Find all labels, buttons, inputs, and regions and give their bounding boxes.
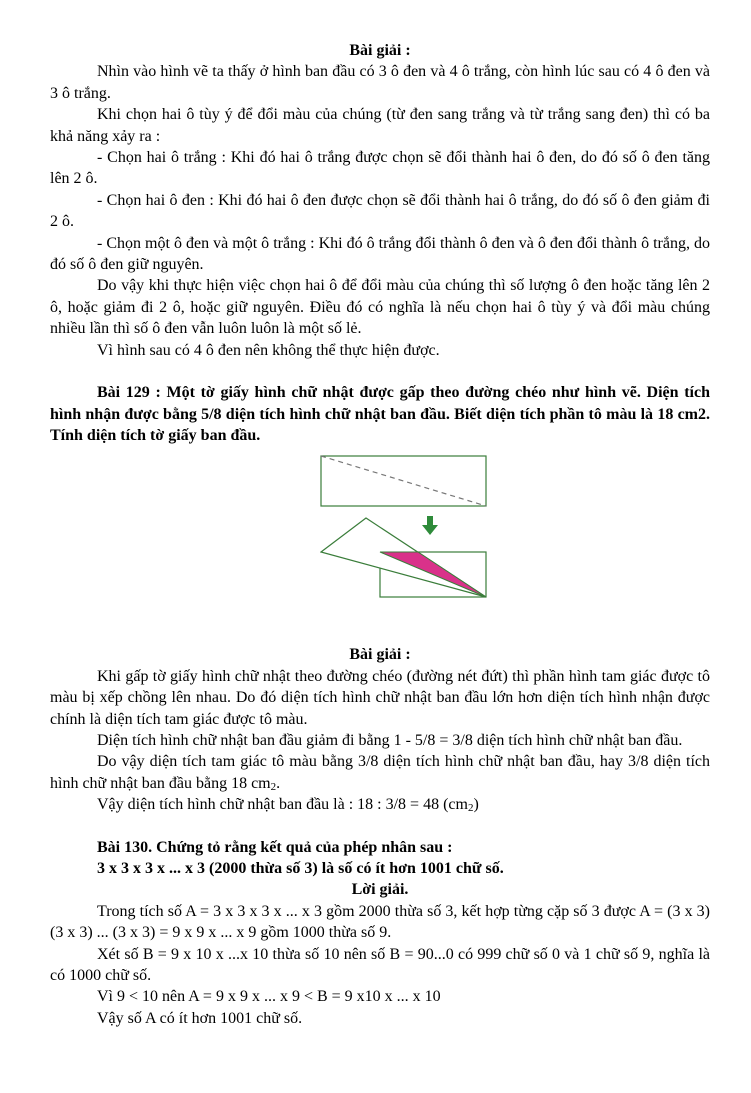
folding-diagram (320, 454, 500, 640)
paragraph: Vậy số A có ít hơn 1001 chữ số. (97, 1009, 303, 1027)
paragraph: - Chọn hai ô trắng : Khi đó hai ô trắng được chọn sẽ đổi thành hai ô đen, do đó số ô đen tăng lên 2 ô. (50, 149, 710, 188)
paragraph: Trong tích số A = 3 x 3 x 3 x ... x 3 gồm 2000 thừa số 3, kết hợp từng cặp số 3 được A = (3 x 3) (3 x 3) ... (3 x 3) = 9 x 9 x ... x 9 gồm 1000 thừa số 9. (50, 902, 710, 942)
paragraph: Khi chọn hai ô tùy ý để đổi màu của chúng (từ đen sang trắng và từ trắng sang đen) thì có ba khả năng xảy ra : (50, 106, 710, 145)
paragraph: Diện tích hình chữ nhật ban đầu giảm đi bằng 1 - 5/8 = 3/8 diện tích hình chữ nhật ban đầu. (97, 731, 683, 749)
paragraph: Do vậy diện tích tam giác tô màu bằng 3/8 diện tích hình chữ nhật ban đầu, hay 3/8 diện tích hình chữ nhật ban đầu bằng 18 $cm_2$. (50, 753, 710, 793)
paragraph: - Chọn một ô đen và một ô trắng : Khi đó ô trắng đổi thành ô đen và ô đen đổi thành ô trắng, do đó số ô đen giữ nguyên. (50, 234, 710, 274)
paragraph: Khi gấp tờ giấy hình chữ nhật theo đường chéo (đường nét đứt) thì phần hình tam giác được tô màu bị xếp chồng lên nhau. Do đó diện tích hình chữ nhật ban đầu lớn hơn diện tích hình nhận được chính là diện tích tam giác được tô màu. (50, 667, 710, 728)
folding-figure (50, 454, 710, 640)
paragraph: Do vậy khi thực hiện việc chọn hai ô để đổi màu của chúng thì số lượng ô đen hoặc tăng lên 2 ô, hoặc giảm đi 2 ô, hoặc giữ nguyên. Điều đó có nghĩa là nếu chọn hai ô tùy ý và đổi màu chúng nhiều lần thì số ô đen vẫn luôn luôn là một số lẻ. (50, 277, 710, 338)
paragraph: Xét số B = 9 x 10 x ...x 10 thừa số 10 nên số B = 90...0 có 999 chữ số 0 và 1 chữ số 9, nghĩa là có 1000 chữ số. (50, 945, 710, 984)
document-page (50, 40, 710, 1029)
paragraph: - Chọn hai ô đen : Khi đó hai ô đen được chọn sẽ đổi thành hai ô trắng, do đó số ô đen giảm đi 2 ô. (50, 191, 710, 231)
paragraph: Nhìn vào hình vẽ ta thấy ở hình ban đầu có 3 ô đen và 4 ô trắng, còn hình lúc sau có 4 ô đen và 3 ô trắng. (50, 63, 710, 102)
paragraph: Vậy diện tích hình chữ nhật ban đầu là : 18 : 3/8 = 48 $(cm_2)$ (97, 796, 479, 815)
problem-130-title: Bài 130. Chứng tỏ rằng kết quả của phép nhân sau : (97, 838, 453, 856)
paragraph: Vì 9 < 10 nên A = 9 x 9 x ... x 9 < B = 9 x10 x ... x 10 (97, 988, 441, 1006)
shaded-triangle (380, 552, 486, 597)
solution-heading: Bài giải : (349, 42, 411, 59)
problem-130-expression: 3 x 3 x 3 x ... x 3 (2000 thừa số 3) là số có ít hơn 1001 chữ số. (97, 859, 504, 877)
problem-129-statement: Bài 129 : Một tờ giấy hình chữ nhật được gấp theo đường chéo như hình vẽ. Diện tích hình nhận được bằng 5/8 diện tích hình chữ nhật ban đầu. Biết diện tích phần tô màu là 18 cm2. Tính diện tích tờ giấy ban đầu. (50, 384, 710, 444)
solution-heading: Bài giải : (349, 646, 411, 664)
solution-heading: Lời giải. (351, 881, 409, 899)
paragraph: Vì hình sau có 4 ô đen nên không thể thực hiện được. (97, 341, 440, 359)
down-arrow-icon (422, 516, 438, 535)
